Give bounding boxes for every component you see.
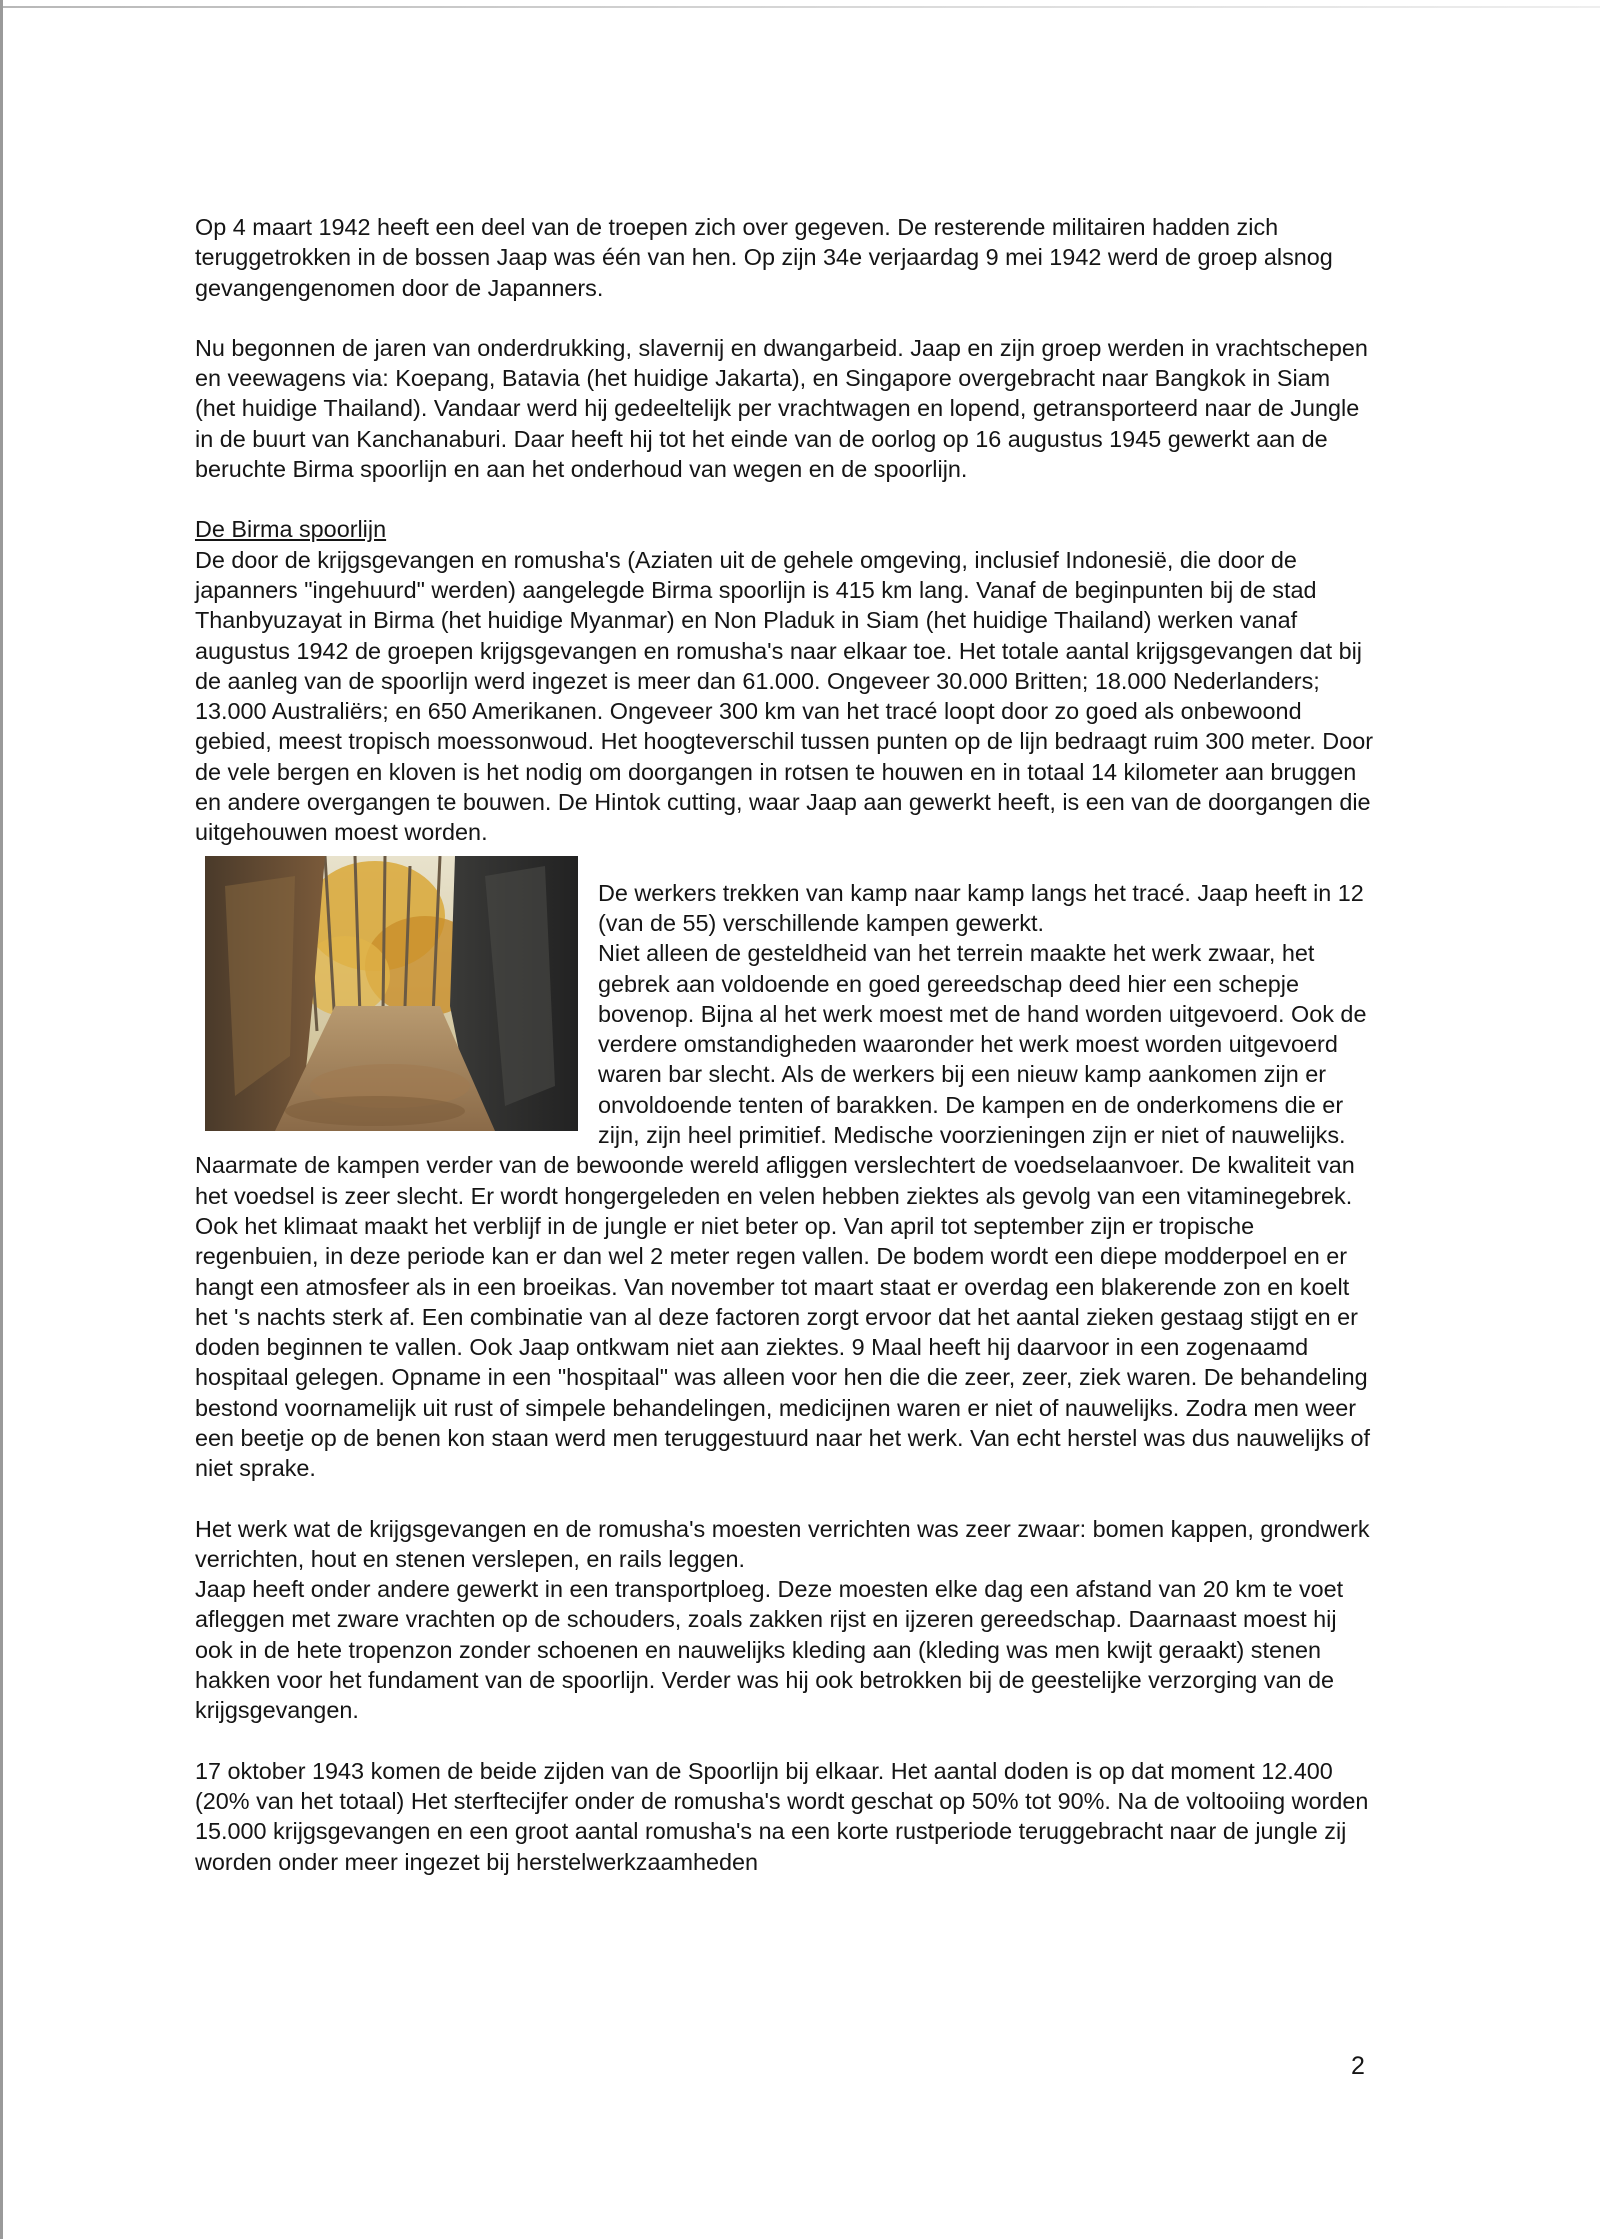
paragraph-gap	[195, 303, 1375, 333]
document-page	[195, 212, 1375, 1877]
hintok-cutting-photo	[205, 856, 578, 1131]
scan-edge-left	[0, 0, 3, 2239]
page-number: 2	[1351, 2052, 1365, 2080]
paragraph-transport: Jaap heeft onder andere gewerkt in een transportploeg. Deze moesten elke dag een afstand van 20 km te voet afleggen met zware vrachten op de schouders, zoals zakken rijst en ijzeren gereedschap. Daarnaast moest hij ook in de hete tropenzon zonder schoenen en nauwelijks kleding aan (kleding was men kwijt geraakt) stenen hakken voor het fundament van de spoorlijn. Verder was hij ook betrokken bij de geestelijke verzorging van de krijgsgevangen.	[195, 1576, 1344, 1724]
paragraph-gap	[195, 1484, 1375, 1514]
paragraph-gap	[195, 484, 1375, 514]
paragraph-capitulation: Op 4 maart 1942 heeft een deel van de troepen zich over gegeven. De resterende militairen hadden zich teruggetrokken in de bossen Jaap was één van hen. Op zijn 34e verjaardag 9 mei 1942 werd de groep alsnog gevangengenomen door de Japanners.	[195, 214, 1333, 301]
paragraph-captivity: Nu begonnen de jaren van onderdrukking, slavernij en dwangarbeid. Jaap en zijn groep werden in vrachtschepen en veewagens via: Koepang, Batavia (het huidige Jakarta), en Singapore overgebracht naar Bangkok in Siam (het huidige Thailand). Vandaar werd hij gedeeltelijk per vrachtwagen en lopend, getransporteerd naar de Jungle in de buurt van Kanchanaburi. Daar heeft hij tot het einde van de oorlog op 16 augustus 1945 gewerkt aan de beruchte Birma spoorlijn en aan het onderhoud van wegen en de spoorlijn.	[195, 334, 1368, 483]
paragraph-railway-intro: De door de krijgsgevangen en romusha's (Aziaten uit de gehele omgeving, inclusief Indonesië, die door de japanners "ingehuurd" werden) aangelegde Birma spoorlijn is 415 km lang. Vanaf de beginpunten bij de stad Thanbyuzayat in Birma (het huidige Myanmar) en Non Pladuk in Siam (het huidige Thailand) werken vanaf augustus 1942 de groepen krijgsgevangen en romusha's naar elkaar toe. Het totale aantal krijgsgevangen dat bij de aanleg van de spoorlijn werd ingezet is meer dan 61.000. Ongeveer 30.000 Britten; 18.000 Nederlanders; 13.000 Australiërs; en 650 Amerikanen. Ongeveer 300 km van het tracé loopt door zo goed als onbewoond gebied, meest tropisch moessonwoud. Het hoogteverschil tussen punten op de lijn bedraagt ruim 300 meter. Door de vele bergen en kloven is het nodig om doorgangen in rotsen te houwen en in totaal 14 kilometer aan bruggen en andere overgangen te bouwen. De Hintok cutting, waar Jaap aan gewerkt heeft, is een van de doorgangen die uitgehouwen moest worden.	[195, 546, 1374, 846]
scan-edge	[0, 6, 1600, 8]
section-heading: De Birma spoorlijn	[195, 516, 387, 543]
paragraph-climate: Ook het klimaat maakt het verblijf in de jungle er niet beter op. Van april tot september zijn er tropische regenbuien, in deze periode kan er dan wel 2 meter regen vallen. De bodem wordt een diepe modderpoel en er hangt een atmosfeer als in een broeikas. Van november tot maart staat er overdag een blakerende zon en koelt het 's nachts sterk af. Een combinatie van al deze factoren zorgt ervoor dat het aantal zieken gestaag stijgt en er doden beginnen te vallen. Ook Jaap ontkwam niet aan ziektes. 9 Maal heeft hij daarvoor in een zogenaamd hospitaal gelegen. Opname in een "hospitaal" was alleen voor hen die die zeer, zeer, ziek waren. De behandeling bestond voornamelijk uit rust of simpele behandelingen, medicijnen waren er niet of nauwelijks. Zodra men weer een beetje op de benen kon staan werd men teruggestuurd naar het werk. Van echt herstel was dus nauwelijks of niet sprake.	[195, 1212, 1371, 1482]
paragraph-heavy-work: Het werk wat de krijgsgevangen en de romusha's moesten verrichten was zeer zwaar: bomen kappen, grondwerk verrichten, hout en stenen verslepen, en rails leggen.	[195, 1515, 1370, 1572]
paragraph-conditions: Niet alleen de gesteldheid van het terrein maakte het werk zwaar, het gebrek aan voldoende en goed gereedschap deed hier een schepje bovenop. Bijna al het werk moest met de hand worden uitgevoerd. Ook de verdere omstandigheden waaronder het werk moest worden uitgevoerd waren bar slecht. Als de werkers bij een nieuw kamp aankomen zijn er onvoldoende tenten of barakken. De kampen en de onderkomens die er zijn, zijn heel primitief. Medische voorzieningen zijn er niet of nauwelijks. Naarmate de kampen verder van de bewoonde wereld afliggen verslechtert de voedselaanvoer. De kwaliteit van het voedsel is zeer slecht. Er wordt hongergeleden en velen hebben ziektes als gevolg van een vitaminegebrek.	[195, 940, 1367, 1209]
paragraph-completion: 17 oktober 1943 komen de beide zijden van de Spoorlijn bij elkaar. Het aantal doden is op dat moment 12.400 (20% van het totaal) Het sterftecijfer onder de romusha's wordt geschat op 50% tot 90%. Na de voltooiing worden 15.000 krijgsgevangen en een groot aantal romusha's na een korte rustperiode teruggebracht naar de jungle zij worden onder meer ingezet bij herstelwerkzaamheden	[195, 1757, 1369, 1875]
paragraph-camps-wrap: De werkers trekken van kamp naar kamp langs het tracé. Jaap heeft in 12 (van de 55) verschillende kampen gewerkt.	[598, 879, 1364, 936]
paragraph-gap	[195, 1726, 1375, 1756]
